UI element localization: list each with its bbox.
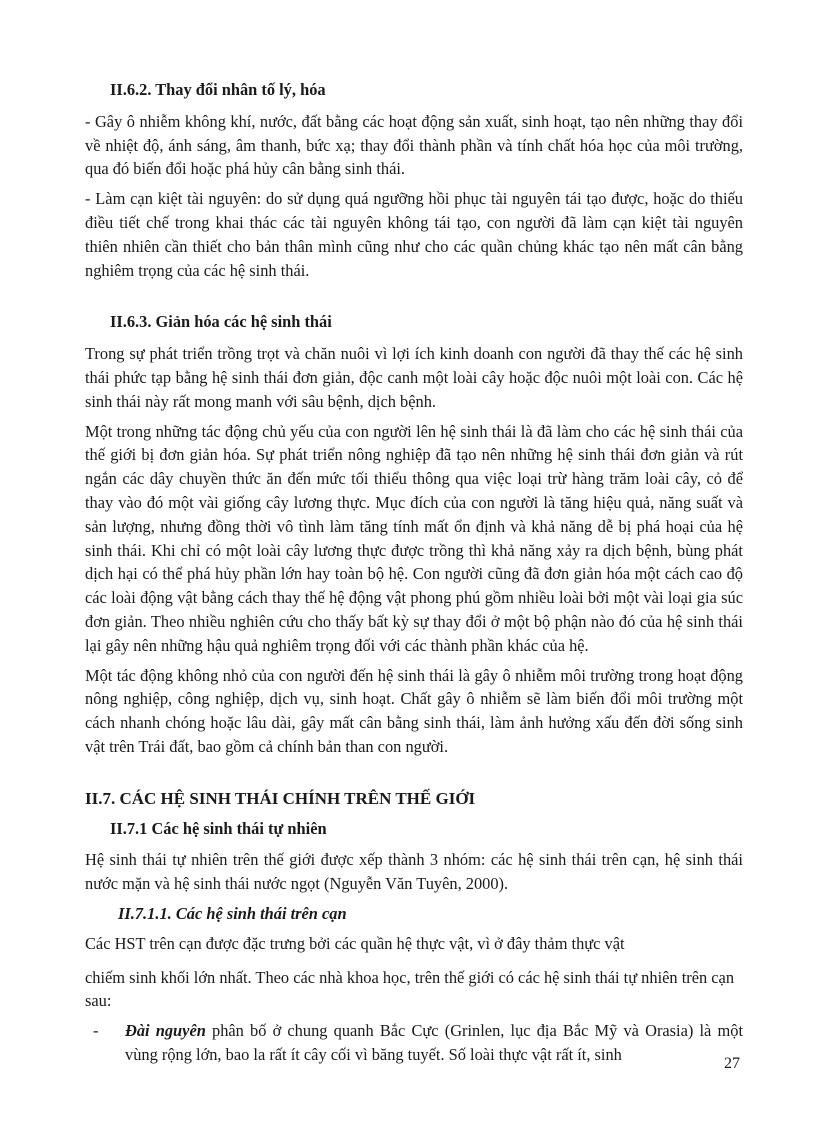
section-heading-ii-6-2: II.6.2. Thay đổi nhân tố lý, hóa	[110, 80, 326, 99]
bullet-term: Đài nguyên	[125, 1021, 206, 1041]
paragraph: Một trong những tác động chủ yếu của con người lên hệ sinh thái là đã làm cho các hệ sinh thái của thế giới bị đơn giản hóa. Sự phát triển nông nghiệp đã tạo nên những hệ sinh thái đơn giản và rút ngắn các dây chuyền thức ăn đến mức tối thiểu thông qua việc loại trừ hàng trăm loài cây, cỏ để thay vào đó một vài giống cây lương thực. Mục đích của con người là tăng hiệu quả, năng suất và sản lượng, nhưng đồng thời vô tình làm tăng tính mất ổn định và khả năng dễ bị phá hoại của hệ sinh thái. Khi chỉ có một loài cây lương thực được trồng thì khả năng xảy ra dịch bệnh, bùng phát dịch hại có thể phá hủy phần lớn hay toàn bộ hệ. Con người cũng đã đơn giản hóa một cách cao độ các loài động vật bằng cách thay thế hệ động vật phong phú gồm nhiều loài bởi một vài loại gia súc đơn giản. Theo nhiều nghiên cứu cho thấy bất kỳ sự thay đổi ở một bộ phận nào đó của hệ sinh thái lại gây nên những hậu quả nghiêm trọng đối với các thành phần khác của hệ.	[85, 421, 743, 655]
paragraph: Trong sự phát triển trồng trọt và chăn nuôi vì lợi ích kinh doanh con người đã thay thế các hệ sinh thái phức tạp bằng hệ sinh thái đơn giản, độc canh một loài cây hoặc độc nuôi một loài con. Các hệ sinh thái này rất mong manh với sâu bệnh, dịch bệnh.	[85, 344, 743, 411]
paragraph: Các HST trên cạn được đặc trưng bởi các quần hệ thực vật, vì ở đây thảm thực vật	[85, 933, 625, 953]
paragraph: - Làm cạn kiệt tài nguyên: do sử dụng quá ngưỡng hồi phục tài nguyên tái tạo được, hoặc do thiếu điều tiết chế trong khai thác các tài nguyên không tái tạo, con người đã làm cạn kiệt tài nguyên thiên nhiên cần thiết cho bản thân mình cũng như cho các quần chủng khác tạo nên mất cân bằng nghiêm trọng của các hệ sinh thái.	[85, 189, 743, 280]
bullet-body: phân bố ở chung quanh Bắc Cực (Grinlen, lục địa Bắc Mỹ và Orasia) là một vùng rộng lớn, bao la rất ít cây cối vì băng tuyết. Số loài thực vật rất ít, sinh	[125, 1021, 743, 1064]
section-heading-ii-7-1: II.7.1 Các hệ sinh thái tự nhiên	[110, 818, 327, 838]
paragraph: Hệ sinh thái tự nhiên trên thế giới được xếp thành 3 nhóm: các hệ sinh thái trên cạn, hệ sinh thái nước mặn và hệ sinh thái nước ngọt (Nguyễn Văn Tuyên, 2000).	[85, 850, 743, 894]
page-content	[85, 78, 743, 1067]
section-heading-ii-6-3: II.6.3. Giản hóa các hệ sinh thái	[110, 312, 332, 332]
subsection-heading-ii-7-1-1: II.7.1.1. Các hệ sinh thái trên cạn	[118, 903, 347, 923]
paragraph: - Gây ô nhiễm không khí, nước, đất bằng các hoạt động sản xuất, sinh hoạt, tạo nên những thay đổi về nhiệt độ, ánh sáng, âm thanh, bức xạ; thay đổi thành phần và tính chất hóa học của môi trường, qua đó biến đổi hoặc phá hủy cân bằng sinh thái.	[85, 111, 743, 179]
page-number: 27	[724, 1055, 740, 1072]
paragraph: Một tác động không nhỏ của con người đến hệ sinh thái là gây ô nhiễm môi trường trong hoạt động nông nghiệp, công nghiệp, dịch vụ, sinh hoạt. Chất gây ô nhiễm sẽ làm biến đổi môi trường một cách nhanh chóng hoặc lâu dài, gây mất cân bằng sinh thái, làm ảnh hưởng xấu đến đời sống sinh vật trên Trái đất, bao gồm cả chính bản than con người.	[85, 665, 743, 756]
paragraph: chiếm sinh khối lớn nhất. Theo các nhà khoa học, trên thế giới có các hệ sinh thái tự nhiên trên cạn sau:	[85, 967, 735, 1011]
list-item	[93, 1019, 743, 1067]
list-item-text	[125, 1019, 743, 1067]
chapter-heading-ii-7: II.7. CÁC HỆ SINH THÁI CHÍNH TRÊN THẾ GIỚI	[85, 788, 476, 808]
bullet-dash: -	[93, 1021, 99, 1041]
spacer	[85, 765, 743, 787]
spacer	[85, 288, 743, 310]
